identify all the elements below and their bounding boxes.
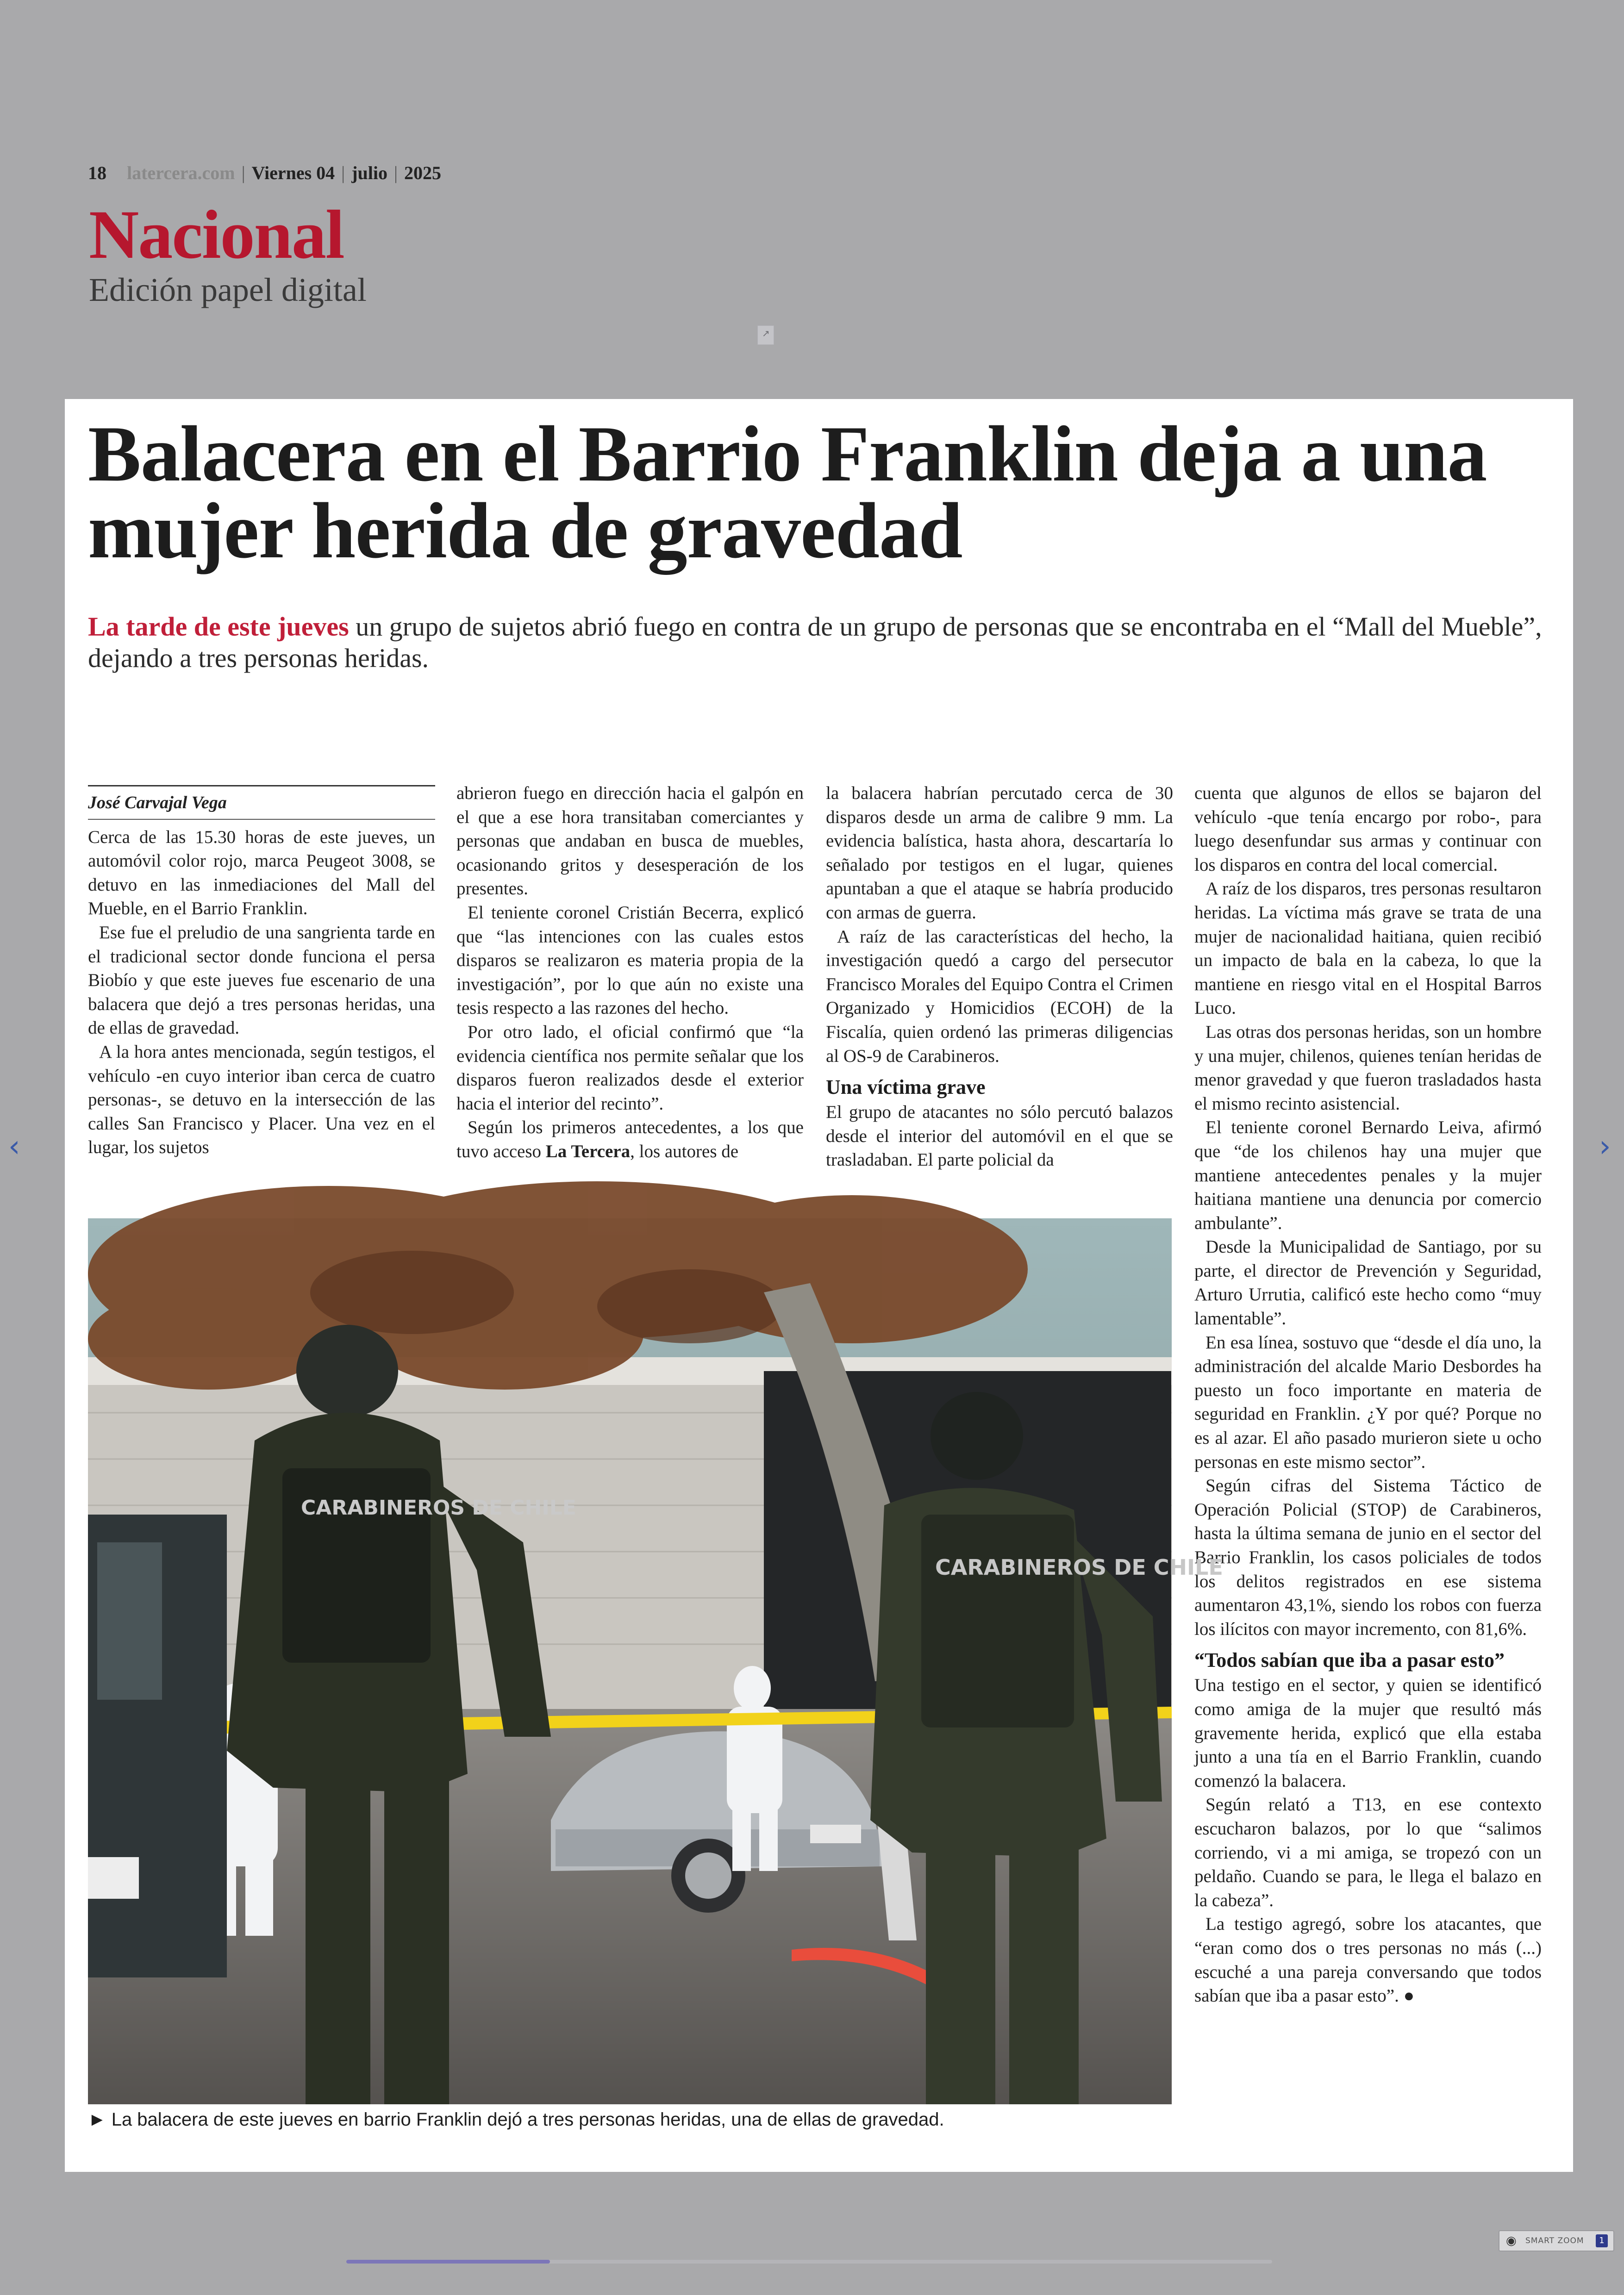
paragraph: En esa línea, sostuvo que “desde el día uno, la administración del alcalde Mario Desbordes ha puesto un foco importante en materia de seguridad en Franklin. ¿Y por qué? Porque no es al azar. El año pasado murieron siete u ocho personas en este mismo sector”. (1194, 1332, 1542, 1472)
section-title: Nacional (89, 196, 344, 273)
paragraph: Según relató a T13, en ese contexto escucharon balazos, por lo que “salimos corriendo, vi a mi amiga, se tropezó con un peldaño. Cuando se para, le llega el balazo en la cabeza”. (1194, 1795, 1542, 1910)
chevron-left-icon: ‹ (8, 1129, 20, 1164)
smart-zoom-button[interactable] (1499, 2230, 1614, 2251)
paragraph: Según cifras del Sistema Táctico de Operación Policial (STOP) de Carabineros, hasta la última semana de junio en el sector del Barrio Franklin, los casos policiales de todos los delitos registrados en ese sistema aumentaron 43,1%, siendo los robos con fuerza los ilícitos con mayor incremento, con 81,6%. (1194, 1476, 1542, 1639)
paragraph: Una testigo en el sector, y quien se identificó como amiga de la mujer que resultó más gravemente herida, explicó que ella estaba junto a una tía en el Barrio Franklin, cuando comenzó la balacera. (1194, 1675, 1542, 1791)
section-subtitle: Edición papel digital (89, 271, 367, 308)
issue-month: julio (351, 162, 387, 183)
article-column-4 (1194, 781, 1542, 2008)
subheading: “Todos sabían que iba a pasar esto” (1194, 1649, 1505, 1672)
paragraph: Desde la Municipalidad de Santiago, por su parte, el director de Prevención y Seguridad, Arturo Urrutia, calificó este hecho como “muy lamentable”. (1194, 1237, 1542, 1329)
paragraph: Ese fue el preludio de una sangrienta tarde en el tradicional sector donde funciona el persa Biobío y que este jueves fue escenario de una balacera que dejó a tres personas heridas, una de ellas de gravedad. (88, 922, 435, 1038)
paragraph: A raíz de los disparos, tres personas resultaron heridas. La víctima más grave se trata de una mujer de nacionalidad haitiana, quien recibió un impacto de bala en la cabeza, lo que la mantiene en riesgo vital en el Hospital Barros Luco. (1194, 879, 1542, 1018)
paragraph: El teniente coronel Bernardo Leiva, afirmó que “de los chilenos hay una mujer que mantiene antecedentes penales y la mujer haitiana mantiene una denuncia por comercio ambulante”. (1194, 1117, 1542, 1233)
expand-icon: ↗ (762, 328, 770, 339)
paragraph: El grupo de atacantes no sólo percutó balazos desde el interior del automóvil en el que se trasladaban. El parte policial da (826, 1102, 1173, 1170)
byline: José Carvajal Vega (88, 785, 435, 820)
paragraph: El teniente coronel Cristián Becerra, explicó que “las intenciones con las cuales estos disparos se realizaron es materia propia de la investigación”, por lo que aún no existe una tesis respecto a las razones del hecho. (456, 902, 804, 1018)
lede-kicker: La tarde de este jueves (88, 611, 349, 642)
page-progress-bar[interactable] (346, 2260, 1272, 2264)
smart-zoom-count: 1 (1596, 2234, 1608, 2247)
vest-text-left: CARABINEROS DE CHILE (301, 1496, 576, 1520)
prev-page-button[interactable] (8, 1129, 20, 1164)
article-column-3 (826, 781, 1173, 1172)
photo-caption: ► La balacera de este jueves en barrio Franklin dejó a tres personas heridas, una de ellas de gravedad. (88, 2109, 944, 2130)
paragraph: Según los primeros antecedentes, a los que tuvo acceso La Tercera, los autores de (456, 1117, 804, 1161)
expand-marker[interactable] (757, 325, 774, 345)
subheading: Una víctima grave (826, 1076, 986, 1099)
end-mark-icon: ● (1403, 1986, 1415, 2006)
article-photo[interactable] (88, 1218, 1223, 2104)
paragraph: Por otro lado, el oficial confirmó que “la evidencia científica nos permite señalar que los disparos fueron realizados desde el exterior hacia el interior del recinto”. (456, 1022, 804, 1114)
issue-day: Viernes 04 (251, 162, 335, 183)
next-page-button[interactable] (1599, 1129, 1611, 1164)
page-progress-fill (346, 2260, 550, 2264)
article-column-2 (456, 781, 804, 1164)
site-name: latercera.com (127, 162, 235, 183)
eye-icon: ◉ (1506, 2234, 1517, 2248)
article-headline: Balacera en el Barrio Franklin deja a una mujer herida de gravedad (88, 410, 1487, 575)
article-column-1 (88, 785, 435, 1160)
paragraph: abrieron fuego en dirección hacia el galpón en el que a ese hora transitaban comerciantes y personas que andaban en busca de muebles, ocasionando gritos y desesperación de los presentes. (456, 783, 804, 899)
issue-year: 2025 (404, 162, 441, 183)
paragraph: Cerca de las 15.30 horas de este jueves, un automóvil color rojo, marca Peugeot 3008, se detuvo en las inmediaciones del Mall del Mueble, en el Barrio Franklin. (88, 827, 435, 919)
paragraph: la balacera habrían percutado cerca de 30 disparos desde un arma de calibre 9 mm. La evidencia balística, hasta ahora, descartaría lo señalado por testigos en el lugar, quienes apuntaban a que el ataque se habría producido con armas de guerra. (826, 783, 1173, 923)
paragraph: A raíz de las características del hecho, la investigación quedó a cargo del persecutor Francisco Morales del Equipo Contra el Crimen Organizado y Homicidios (ECOH) de la Fiscalía, quien ordenó las primeras diligencias al OS-9 de Carabineros. (826, 926, 1173, 1066)
page-meta: 18 latercera.com | Viernes 04 | julio | 2025 (88, 162, 441, 183)
paragraph: cuenta que algunos de ellos se bajaron del vehículo -que tenía encargo por robo-, para luego desenfundar sus armas y continuar con los disparos en contra del local comercial. (1194, 783, 1542, 875)
vest-text-right: CARABINEROS DE CHILE (935, 1555, 1223, 1580)
article-lede (88, 611, 1546, 674)
chevron-right-icon: › (1599, 1129, 1611, 1164)
smart-zoom-label: SMART ZOOM (1525, 2236, 1584, 2245)
paragraph: A la hora antes mencionada, según testigos, el vehículo -en cuyo interior iban cerca de cuatro personas-, se detuvo en la intersección de las calles San Francisco y Placer. Una vez en el lugar, los sujetos (88, 1041, 435, 1158)
page-number: 18 (88, 162, 106, 183)
photo-scene (88, 1218, 1223, 2104)
lede-text: un grupo de sujetos abrió fuego en contra de un grupo de personas que se encontraba en el “Mall del Mueble”, dejando a tres personas heridas. (88, 611, 1542, 673)
paragraph: Las otras dos personas heridas, son un hombre y una mujer, chilenos, quienes tenían heridas de menor gravedad y que fueron trasladados hasta el mismo recinto asistencial. (1194, 1022, 1542, 1114)
paragraph: La testigo agregó, sobre los atacantes, que “eran como dos o tres personas no más (...) escuché a una pareja conversando que todos sabían que iba a pasar esto”. ● (1194, 1914, 1542, 2006)
publication-name: La Tercera (545, 1141, 631, 1161)
